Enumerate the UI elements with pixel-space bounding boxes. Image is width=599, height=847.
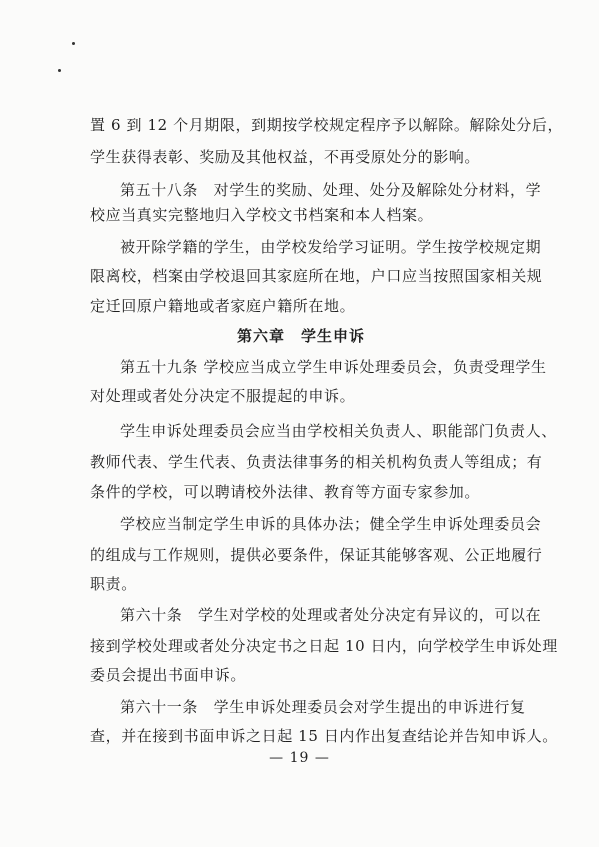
scan-speck: [72, 42, 75, 45]
article-61-start: 第六十一条 学生申诉处理委员会对学生提出的申诉进行复: [120, 698, 526, 716]
text-line: 委员会提出书面申诉。: [90, 666, 247, 684]
article-60-start: 第六十条 学生对学校的处理或者处分决定有异议的，可以在: [120, 606, 542, 624]
text-line: 教师代表、学生代表、负责法律事务的相关机构负责人等组成；有: [90, 453, 543, 471]
text-line: 职责。: [90, 575, 137, 593]
article-58-start: 第五十八条 对学生的奖励、处理、处分及解除处分材料，学: [120, 181, 542, 199]
paragraph-start: 学校应当制定学生申诉的具体办法；健全学生申诉处理委员会: [120, 515, 542, 533]
page-number: — 19 —: [269, 750, 330, 766]
text-line: 校应当真实完整地归入学校文书档案和本人档案。: [90, 206, 434, 224]
paragraph-start: 被开除学籍的学生，由学校发给学习证明。学生按学校规定期: [120, 238, 542, 256]
scan-speck: [58, 69, 61, 72]
text-line: 对处理或者处分决定不服提起的申诉。: [90, 387, 356, 405]
text-line: 查，并在接到书面申诉之日起 15 日内作出复查结论并告知申诉人。: [90, 727, 558, 745]
text-line: 条件的学校，可以聘请校外法律、教育等方面专家参加。: [90, 483, 481, 501]
text-line: 学生获得表彰、奖励及其他权益，不再受原处分的影响。: [90, 148, 481, 166]
text-line: 的组成与工作规则，提供必要条件，保证其能够客观、公正地履行: [90, 546, 543, 564]
text-line: 定迁回原户籍地或者家庭户籍所在地。: [90, 297, 356, 315]
chapter-heading: 第六章 学生申诉: [236, 327, 365, 345]
text-line: 置 6 到 12 个月期限，到期按学校规定程序予以解除。解除处分后，: [90, 116, 564, 134]
article-59-start: 第五十九条 学校应当成立学生申诉处理委员会，负责受理学生: [120, 358, 547, 376]
paragraph-start: 学生申诉处理委员会应当由学校相关负责人、职能部门负责人、: [120, 422, 557, 440]
text-line: 接到学校处理或者处分决定书之日起 10 日内，向学校学生申诉处理: [90, 637, 558, 655]
text-line: 限离校，档案由学校退回其家庭所在地，户口应当按照国家相关规: [90, 267, 543, 285]
